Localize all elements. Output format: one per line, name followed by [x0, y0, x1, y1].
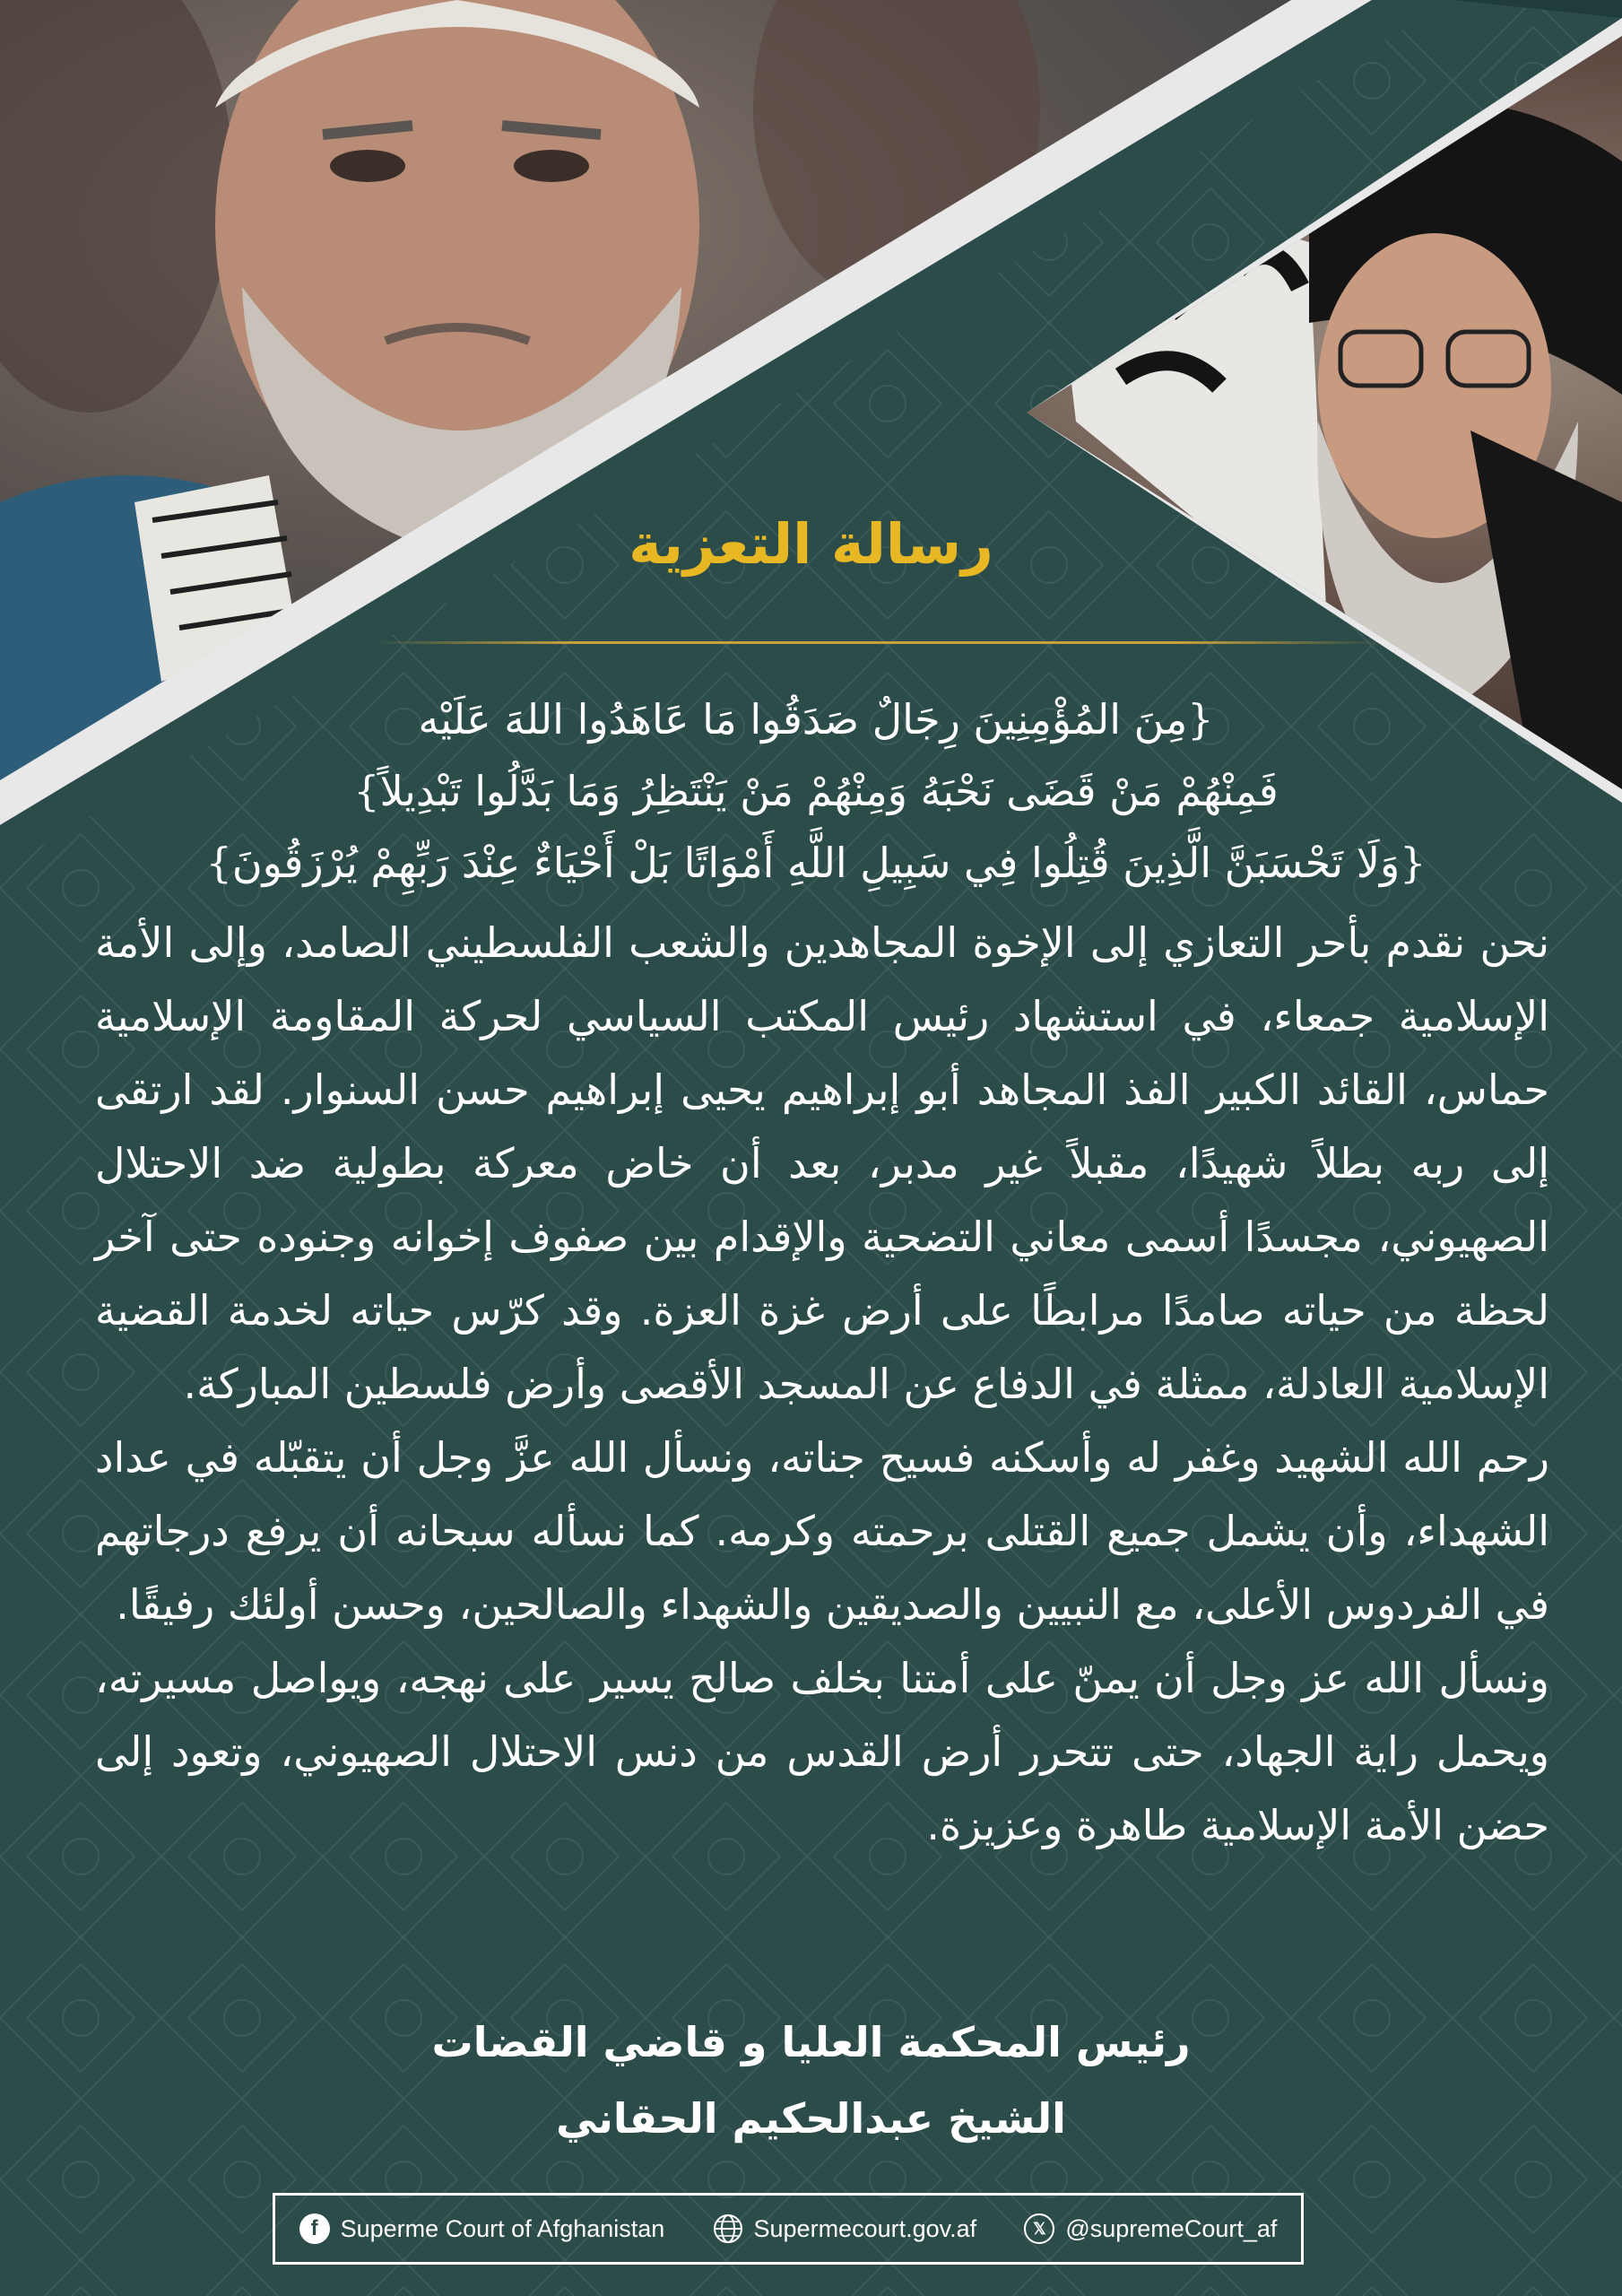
facebook-icon: f: [299, 2213, 330, 2244]
paragraph-2: رحم الله الشهيد وغفر له وأسكنه فسيح جناته، ونسأل الله عزَّ وجل أن يتقبّله في عداد الشهداء، وأن يشمل جميع القتلى برحمته وكرمه. كما نسأله سبحانه أن يرفع درجاتهم في الفردوس الأعلى، مع النبيين والصديقين والشهداء والصالحين، وحسن أولئك رفيقًا.: [95, 1433, 1549, 1629]
page-title: رسالة التعزية: [629, 511, 993, 577]
quran-verse-line-3: {وَلَا تَحْسَبَنَّ الَّذِينَ قُتِلُوا فِي سَبِيلِ اللَّهِ أَمْوَاتًا بَلْ أَحْيَاءٌ عِنْدَ رَبِّهِمْ يُرْزَقُونَ}: [205, 839, 1427, 887]
facebook-label: Superme Court of Afghanistan: [340, 2214, 665, 2242]
paragraph-1: نحن نقدم بأحر التعازي إلى الإخوة المجاهدين والشعب الفلسطيني الصامد، وإلى الأمة الإسلامية جمعاء، في استشهاد رئيس المكتب السياسي لحركة المقاومة الإسلامية حماس، القائد الكبير الفذ المجاهد أبو إبراهيم يحيى إبراهيم حسن السنوار. لقد ارتقى إلى ربه بطلاً شهيدًا، مقبلاً غير مدبر، بعد أن خاض معركة بطولية ضد الاحتلال الصهيوني، مجسدًا أسمى معاني التضحية والإقدام بين صفوف إخوانه وجنوده حتى آخر لحظة من حياته صامدًا مرابطًا على أرض غزة العزة. وقد كرّس حياته لخدمة القضية الإسلامية العادلة، ممثلة في الدفاع عن المسجد الأقصى وأرض فلسطين المباركة.: [95, 918, 1549, 1408]
paragraph-3: ونسأل الله عز وجل أن يمنّ على أمتنا بخلف صالح يسير على نهجه، ويواصل مسيرته، ويحمل راية الجهاد، حتى تتحرر أرض القدس من دنس الاحتلال الصهيوني، وتعود إلى حضن الأمة الإسلامية طاهرة وعزيزة.: [95, 1654, 1549, 1849]
quran-verse-line-1: {مِنَ المُؤْمِنِينَ رِجَالٌ صَدَقُوا مَا عَاهَدُوا اللهَ عَلَيْه: [418, 695, 1214, 744]
x-icon: 𝕏: [1024, 2213, 1054, 2244]
quran-verse-line-2: فَمِنْهُمْ مَنْ قَضَى نَحْبَهُ وَمِنْهُمْ مَنْ يَنْتَظِرُ وَمَا بَدَّلُوا تَبْدِيلاً}: [353, 767, 1279, 815]
facebook-link[interactable]: [299, 2213, 665, 2244]
x-link[interactable]: [1024, 2213, 1277, 2244]
website-label: Supermecourt.gov.af: [753, 2214, 977, 2242]
footer-contact-bar: [273, 2193, 1304, 2265]
condolence-body: [95, 906, 1549, 1862]
website-link[interactable]: [713, 2213, 977, 2244]
title-divider: [375, 641, 1379, 644]
signature-name: الشيخ عبدالحكيم الحقاني: [556, 2094, 1066, 2143]
x-handle-label: @supremeCourt_af: [1065, 2214, 1278, 2242]
globe-icon: [713, 2213, 743, 2244]
signature-position: رئيس المحكمة العليا و قاضي القضات: [431, 2018, 1191, 2066]
